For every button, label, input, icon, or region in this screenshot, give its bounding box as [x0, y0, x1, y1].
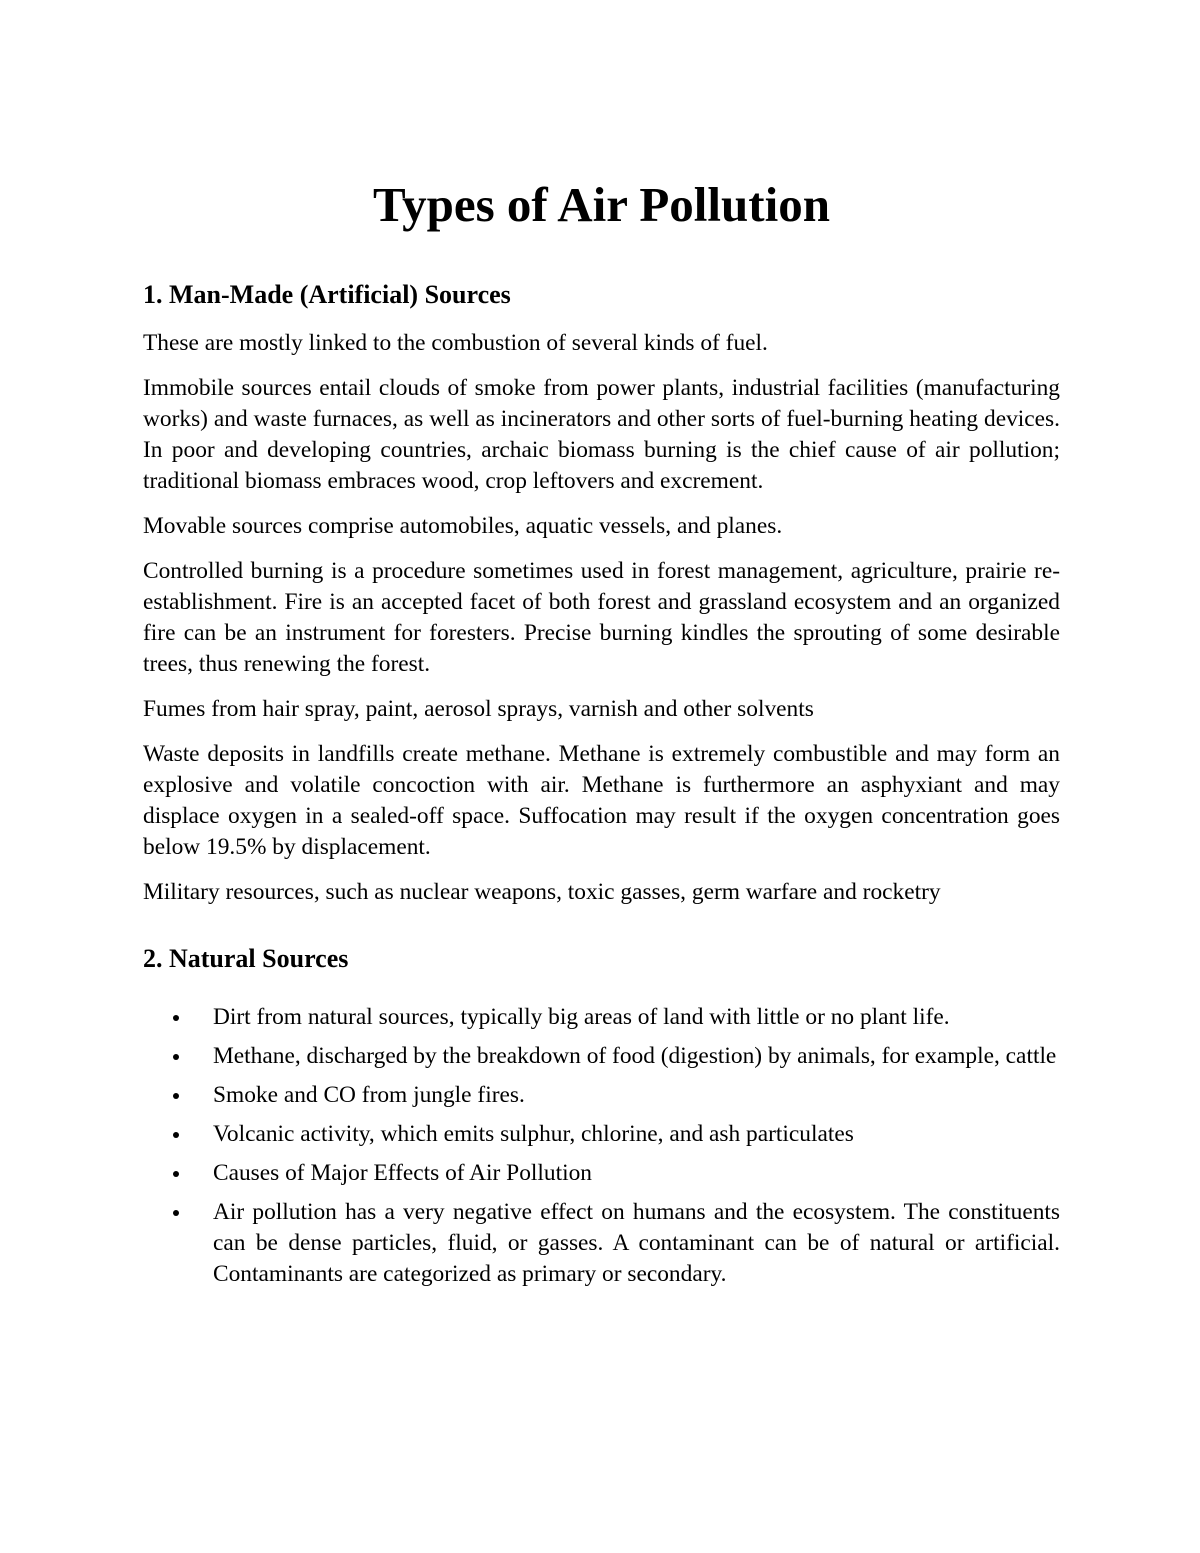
- bullet-icon: [173, 1093, 179, 1099]
- section-heading-man-made: 1. Man-Made (Artificial) Sources: [143, 280, 511, 309]
- bullet-icon: [173, 1054, 179, 1060]
- list-item: [143, 1002, 1060, 1033]
- bullet-icon: [173, 1015, 179, 1021]
- page-title: Types of Air Pollution: [373, 177, 830, 232]
- bullet-icon: [173, 1171, 179, 1177]
- list-item: [143, 1158, 1060, 1189]
- list-item-text: Causes of Major Effects of Air Pollution: [213, 1160, 592, 1186]
- natural-sources-list: [143, 1002, 1060, 1290]
- list-item-text: Methane, discharged by the breakdown of food (digestion) by animals, for example, cattle: [213, 1043, 1057, 1069]
- list-item: [143, 1119, 1060, 1150]
- paragraph: Military resources, such as nuclear weapons, toxic gasses, germ warfare and rocketry: [143, 879, 941, 905]
- paragraph: Fumes from hair spray, paint, aerosol sprays, varnish and other solvents: [143, 696, 814, 722]
- paragraph: Immobile sources entail clouds of smoke from power plants, industrial facilities (manufacturing works) and waste furnaces, as well as incinerators and other sorts of fuel-burning heating devices. In poor and developing countries, archaic biomass burning is the chief cause of air pollution; traditional biomass embraces wood, crop leftovers and excrement.: [143, 375, 1060, 494]
- list-item-text: Volcanic activity, which emits sulphur, chlorine, and ash particulates: [213, 1121, 854, 1147]
- paragraph: These are mostly linked to the combustion of several kinds of fuel.: [143, 330, 768, 356]
- bullet-icon: [173, 1210, 179, 1216]
- list-item: [143, 1041, 1060, 1072]
- paragraph: Controlled burning is a procedure sometimes used in forest management, agriculture, prairie re-establishment. Fire is an accepted facet of both forest and grassland ecosystem and an organized fire can be an instrument for foresters. Precise burning kindles the sprouting of some desirable trees, thus renewing the forest.: [143, 558, 1060, 677]
- section-heading-natural: 2. Natural Sources: [143, 944, 349, 973]
- document-page: [143, 170, 1060, 1298]
- list-item-text: Dirt from natural sources, typically big areas of land with little or no plant life.: [213, 1004, 950, 1030]
- list-item: [143, 1197, 1060, 1290]
- list-item: [143, 1080, 1060, 1111]
- bullet-icon: [173, 1132, 179, 1138]
- list-item-text: Smoke and CO from jungle fires.: [213, 1082, 525, 1108]
- paragraph: Movable sources comprise automobiles, aquatic vessels, and planes.: [143, 513, 783, 539]
- list-item-text: Air pollution has a very negative effect on humans and the ecosystem. The constituents can be dense particles, fluid, or gasses. A contaminant can be of natural or artificial. Contaminants are categorized as primary or secondary.: [213, 1199, 1060, 1287]
- paragraph: Waste deposits in landfills create methane. Methane is extremely combustible and may form an explosive and volatile concoction with air. Methane is furthermore an asphyxiant and may displace oxygen in a sealed-off space. Suffocation may result if the oxygen concentration goes below 19.5% by displacement.: [143, 741, 1060, 860]
